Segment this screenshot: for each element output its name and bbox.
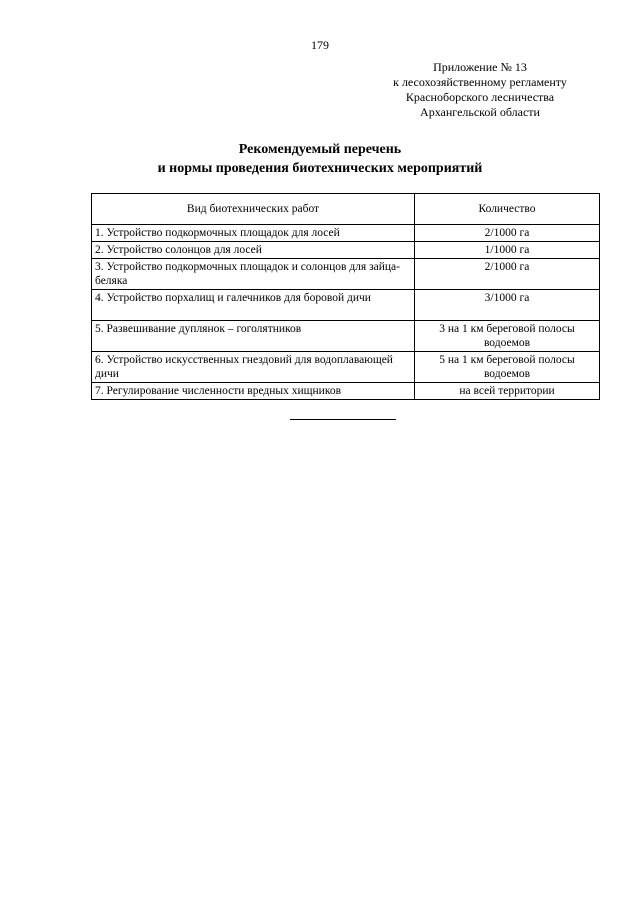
cell-quantity: 2/1000 га bbox=[415, 225, 600, 242]
appendix-block bbox=[380, 60, 580, 120]
cell-quantity: 1/1000 га bbox=[415, 242, 600, 259]
table-row bbox=[92, 259, 600, 290]
table-row bbox=[92, 321, 600, 352]
closing-rule bbox=[290, 419, 396, 420]
cell-quantity: 3/1000 га bbox=[415, 290, 600, 321]
cell-work: 6. Устройство искусственных гнездовий для водоплавающей дичи bbox=[92, 352, 415, 383]
cell-work: 4. Устройство порхалищ и галечников для боровой дичи bbox=[92, 290, 415, 321]
title-line-1: Рекомендуемый перечень bbox=[238, 142, 402, 157]
cell-quantity: 5 на 1 км береговой полосы водоемов bbox=[415, 352, 600, 383]
appendix-line-1: Приложение № 13 bbox=[433, 60, 527, 74]
cell-work: 1. Устройство подкормочных площадок для лосей bbox=[92, 225, 415, 242]
table-row bbox=[92, 290, 600, 321]
appendix-line-4: Архангельской области bbox=[420, 105, 540, 119]
measures-table bbox=[91, 193, 600, 400]
appendix-line-2: к лесохозяйственному регламенту bbox=[393, 75, 567, 89]
table-row bbox=[92, 352, 600, 383]
appendix-line-3: Красноборского лесничества bbox=[405, 90, 555, 104]
table-row bbox=[92, 225, 600, 242]
cell-quantity: на всей территории bbox=[415, 383, 600, 400]
table-header-row bbox=[92, 194, 600, 225]
cell-work: 3. Устройство подкормочных площадок и солонцов для зайца-беляка bbox=[92, 259, 415, 290]
cell-quantity: 3 на 1 км береговой полосы водоемов bbox=[415, 321, 600, 352]
cell-work: 7. Регулирование численности вредных хищников bbox=[92, 383, 415, 400]
header-work-type: Вид биотехнических работ bbox=[92, 194, 415, 225]
table-row bbox=[92, 242, 600, 259]
document-title bbox=[0, 140, 640, 178]
page-number: 179 bbox=[311, 38, 329, 52]
cell-work: 2. Устройство солонцов для лосей bbox=[92, 242, 415, 259]
header-quantity: Количество bbox=[415, 194, 600, 225]
cell-work: 5. Развешивание дуплянок – гоголятников bbox=[92, 321, 415, 352]
table-row bbox=[92, 383, 600, 400]
cell-quantity: 2/1000 га bbox=[415, 259, 600, 290]
title-line-2: и нормы проведения биотехнических мероприятий bbox=[157, 161, 483, 176]
